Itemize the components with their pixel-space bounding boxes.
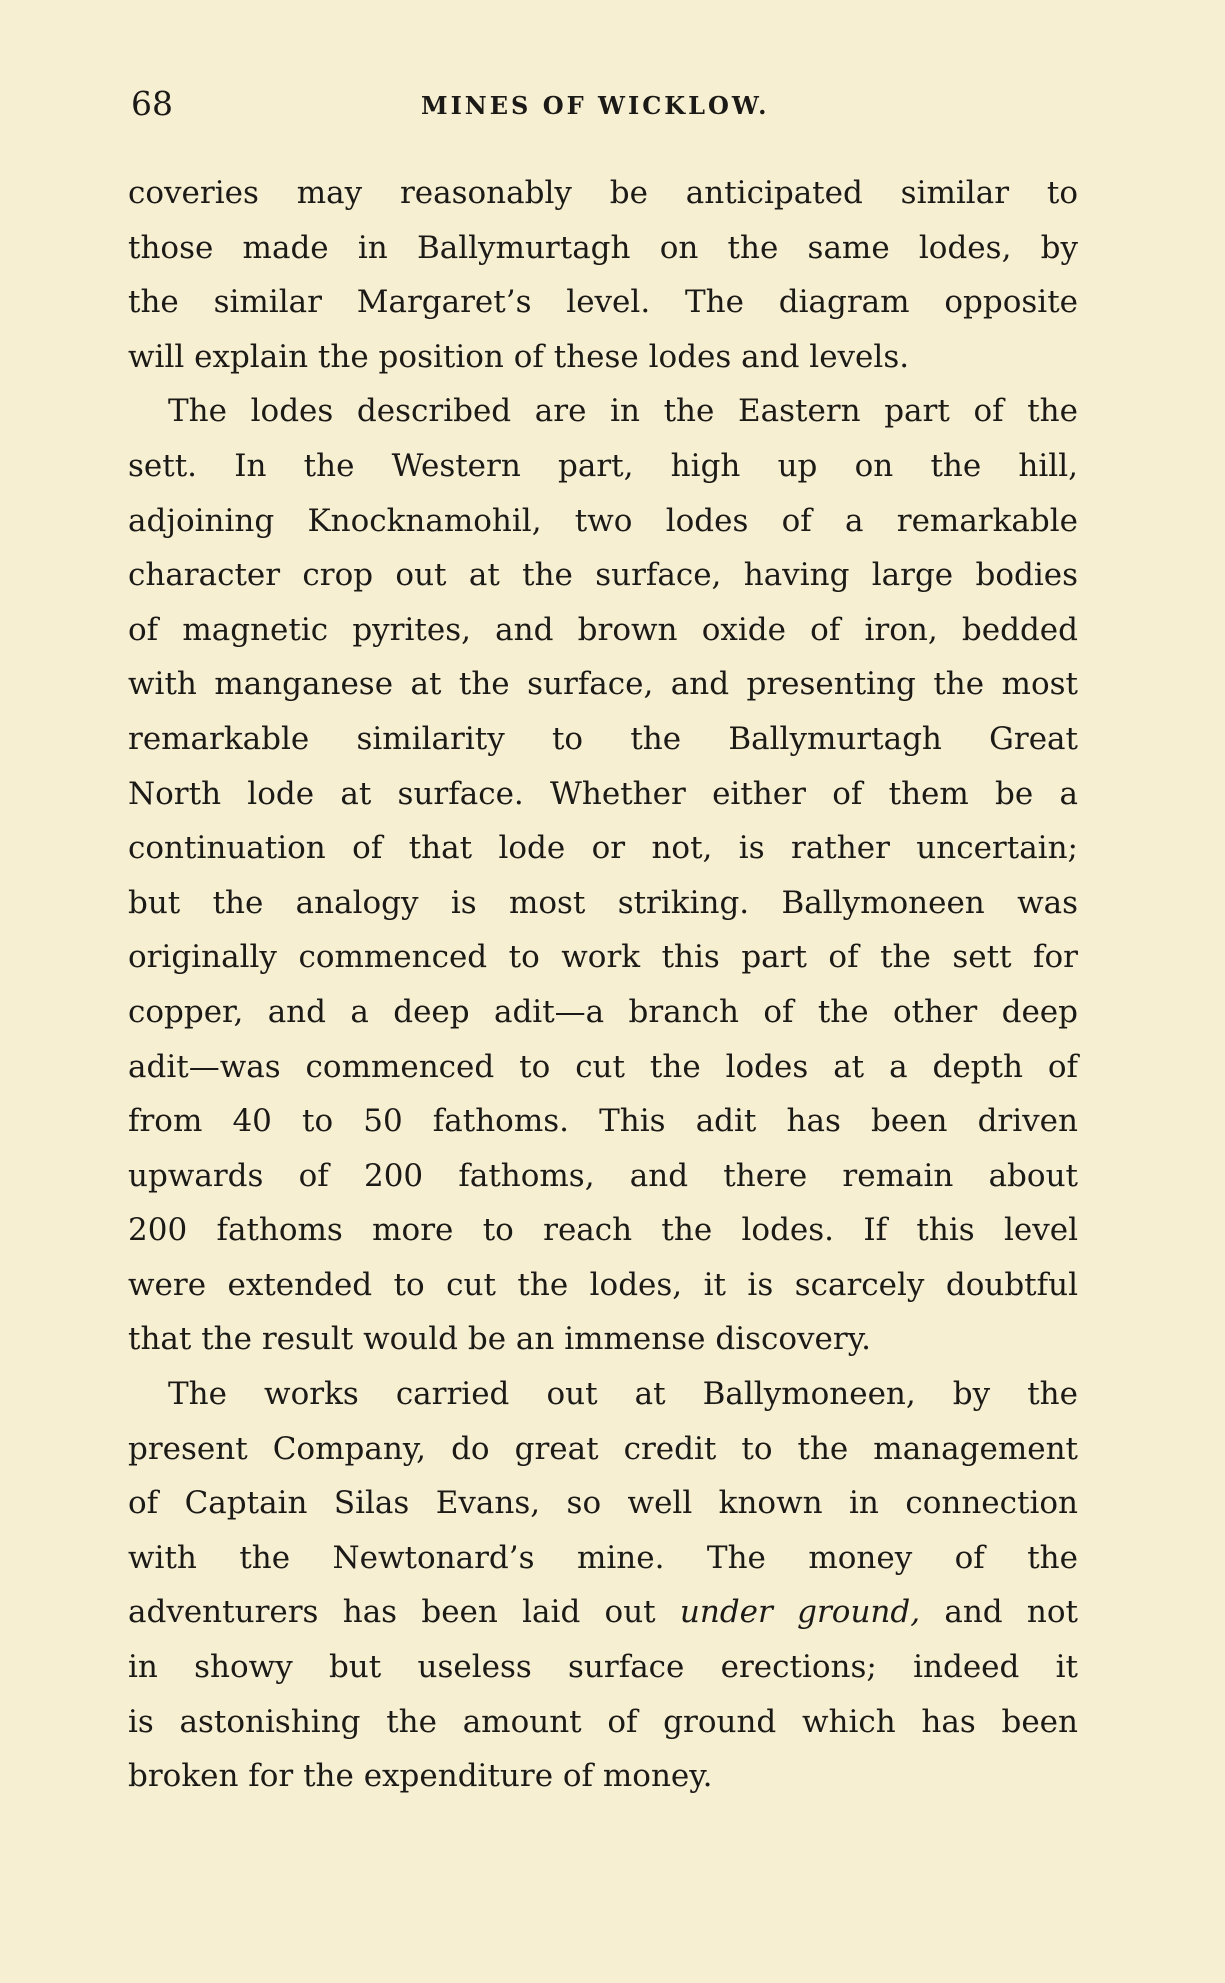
- text-line: were extended to cut the lodes, it is scarcely doubtful: [128, 1266, 1078, 1303]
- text-line: originally commenced to work this part of the sett for: [128, 939, 1078, 976]
- text-line-mixed: [128, 1585, 1078, 1640]
- text-line: those made in Ballymurtagh on the same lodes, by: [128, 229, 1078, 266]
- text-line: adit—was commenced to cut the lodes at a depth of: [128, 1048, 1078, 1085]
- text-line: coveries may reasonably be anticipated similar to: [128, 175, 1078, 211]
- text-line: but the analogy is most striking. Ballymoneen was: [128, 884, 1078, 921]
- text-line: broken for the expenditure of money.: [128, 1758, 713, 1795]
- text-line: upwards of 200 fathoms, and there remain about: [128, 1157, 1078, 1194]
- text-line: North lode at surface. Whether either of them be a: [128, 775, 1078, 812]
- text-line: continuation of that lode or not, is rather uncertain;: [128, 830, 1078, 867]
- text-line: character crop out at the surface, having large bodies: [128, 557, 1078, 594]
- text-line: 200 fathoms more to reach the lodes. If this level: [128, 1212, 1078, 1249]
- text-line: of Captain Silas Evans, so well known in connection: [128, 1485, 1078, 1522]
- text-line: The lodes described are in the Eastern part of the: [168, 393, 1078, 430]
- text-line: from 40 to 50 fathoms. This adit has been driven: [128, 1103, 1078, 1140]
- text-line: The works carried out at Ballymoneen, by the: [168, 1376, 1078, 1413]
- body-text: [128, 166, 1078, 1804]
- text-line: will explain the position of these lodes and levels.: [128, 338, 910, 375]
- text-line: present Company, do great credit to the management: [128, 1430, 1078, 1467]
- text-run: and not: [920, 1594, 1078, 1631]
- text-line: in showy but useless surface erections; indeed it: [128, 1649, 1078, 1686]
- text-run: adventurers has been laid out: [128, 1594, 680, 1631]
- text-line: sett. In the Western part, high up on the hill,: [128, 447, 1078, 484]
- text-line: the similar Margaret’s level. The diagram opposite: [128, 284, 1078, 321]
- text-line: is astonishing the amount of ground which has been: [128, 1703, 1078, 1740]
- text-line: remarkable similarity to the Ballymurtagh Great: [128, 720, 1078, 757]
- text-line: of magnetic pyrites, and brown oxide of iron, bedded: [128, 611, 1078, 648]
- text-line: that the result would be an immense discovery.: [128, 1321, 871, 1358]
- page-number: 68: [131, 84, 173, 123]
- text-line: with manganese at the surface, and presenting the most: [128, 666, 1078, 703]
- text-line: with the Newtonard’s mine. The money of the: [128, 1539, 1078, 1576]
- running-head: [131, 84, 1081, 124]
- running-title: MINES OF WICKLOW.: [421, 91, 770, 120]
- text-line: adjoining Knocknamohil, two lodes of a remarkable: [128, 502, 1078, 539]
- text-line: copper, and a deep adit—a branch of the other deep: [128, 993, 1078, 1030]
- italic-run: under ground,: [679, 1594, 921, 1631]
